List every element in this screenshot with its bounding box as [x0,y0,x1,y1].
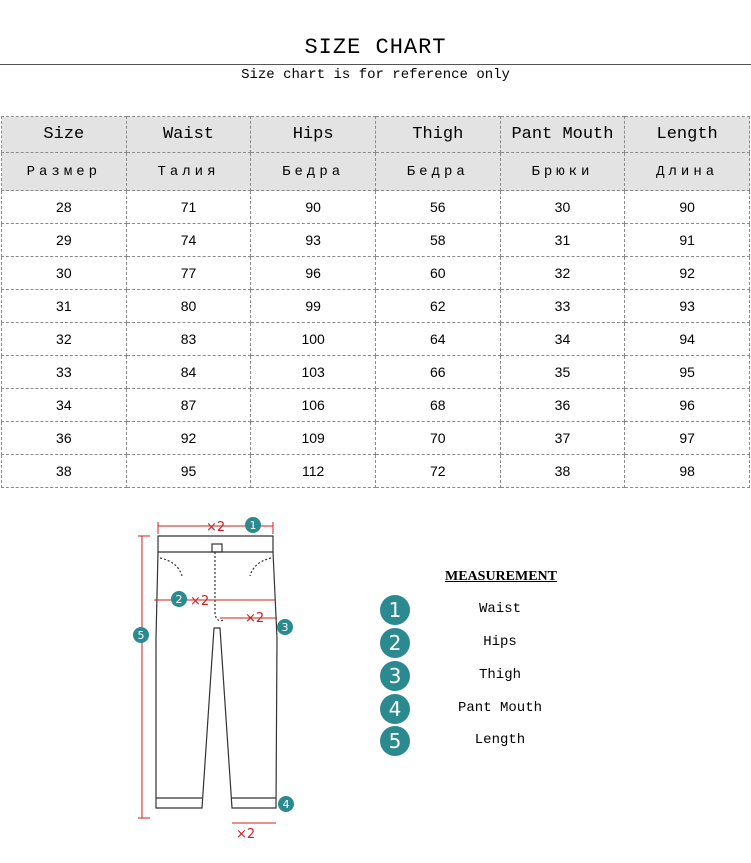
waist-multiplier: ×2 [206,520,226,535]
table-cell: 90 [625,191,750,224]
table-row [2,224,750,257]
column-header: Hips [251,117,376,153]
column-header-ru: Размер [2,153,127,191]
table-row [2,422,750,455]
table-cell: 96 [251,257,376,290]
size-table [1,116,750,488]
thigh-multiplier: ×2 [245,611,265,626]
table-cell: 31 [500,224,625,257]
table-cell: 87 [126,389,251,422]
marker-label: 4 [282,798,290,811]
table-cell: 91 [625,224,750,257]
table-cell: 36 [500,389,625,422]
marker-label: 1 [249,519,257,532]
hips-multiplier: ×2 [190,594,210,609]
column-header-ru: Бедра [375,153,500,191]
table-cell: 29 [2,224,127,257]
table-cell: 72 [375,455,500,488]
column-header: Size [2,117,127,153]
table-cell: 112 [251,455,376,488]
column-header-ru: Длина [625,153,750,191]
table-cell: 84 [126,356,251,389]
table-cell: 34 [2,389,127,422]
table-cell: 37 [500,422,625,455]
marker-label: 2 [175,593,183,606]
legend-item-waist [380,595,560,625]
table-header-ru [2,153,750,191]
table-row [2,356,750,389]
table-cell: 90 [251,191,376,224]
table-cell: 83 [126,323,251,356]
table-cell: 98 [625,455,750,488]
table-cell: 35 [500,356,625,389]
legend-item-thigh [380,661,560,691]
table-cell: 92 [625,257,750,290]
table-row [2,389,750,422]
table-cell: 60 [375,257,500,290]
table-cell: 62 [375,290,500,323]
table-cell: 32 [2,323,127,356]
legend-item-pant-mouth [380,694,560,724]
legend-number: 3 [380,661,410,691]
table-cell: 93 [625,290,750,323]
table-row [2,323,750,356]
table-cell: 71 [126,191,251,224]
table-cell: 95 [126,455,251,488]
table-header-en [2,117,750,153]
table-cell: 34 [500,323,625,356]
table-cell: 80 [126,290,251,323]
table-cell: 95 [625,356,750,389]
column-header-ru: Талия [126,153,251,191]
table-cell: 33 [500,290,625,323]
table-cell: 30 [2,257,127,290]
pant-mouth-multiplier: ×2 [236,827,256,842]
legend-label: Hips [483,634,517,650]
table-cell: 74 [126,224,251,257]
table-cell: 33 [2,356,127,389]
column-header: Thigh [375,117,500,153]
table-cell: 106 [251,389,376,422]
table-cell: 66 [375,356,500,389]
page-title: SIZE CHART [304,35,447,60]
column-header: Pant Mouth [500,117,625,153]
table-cell: 38 [2,455,127,488]
legend-number: 5 [380,726,410,756]
column-header: Length [625,117,750,153]
table-cell: 30 [500,191,625,224]
table-row [2,191,750,224]
column-header: Waist [126,117,251,153]
table-cell: 32 [500,257,625,290]
legend-number: 4 [380,694,410,724]
table-cell: 28 [2,191,127,224]
table-cell: 58 [375,224,500,257]
pants-outline [156,552,277,808]
title-divider [0,64,751,65]
legend-number: 1 [380,595,410,625]
table-cell: 100 [251,323,376,356]
table-row [2,257,750,290]
table-cell: 56 [375,191,500,224]
table-cell: 68 [375,389,500,422]
table-row [2,290,750,323]
table-cell: 94 [625,323,750,356]
table-body [2,191,750,488]
table-cell: 36 [2,422,127,455]
table-cell: 64 [375,323,500,356]
table-cell: 109 [251,422,376,455]
table-cell: 38 [500,455,625,488]
legend-item-length [380,726,560,756]
column-header-ru: Брюки [500,153,625,191]
table-cell: 103 [251,356,376,389]
legend-title: MEASUREMENT [445,569,558,584]
legend-item-hips [380,628,560,658]
marker-label: 5 [137,629,145,642]
pants-diagram [120,508,310,848]
legend-label: Thigh [478,667,521,683]
table-cell: 92 [126,422,251,455]
table-cell: 70 [375,422,500,455]
marker-label: 3 [281,621,289,634]
table-row [2,455,750,488]
legend-label: Pant Mouth [457,700,542,716]
button-outline [212,544,222,552]
legend-number: 2 [380,628,410,658]
table-cell: 31 [2,290,127,323]
legend-label: Waist [478,601,521,617]
page-subtitle: Size chart is for reference only [241,67,510,83]
table-cell: 99 [251,290,376,323]
table-cell: 77 [126,257,251,290]
table-cell: 96 [625,389,750,422]
legend-label: Length [474,732,526,748]
column-header-ru: Бедра [251,153,376,191]
table-cell: 97 [625,422,750,455]
table-cell: 93 [251,224,376,257]
